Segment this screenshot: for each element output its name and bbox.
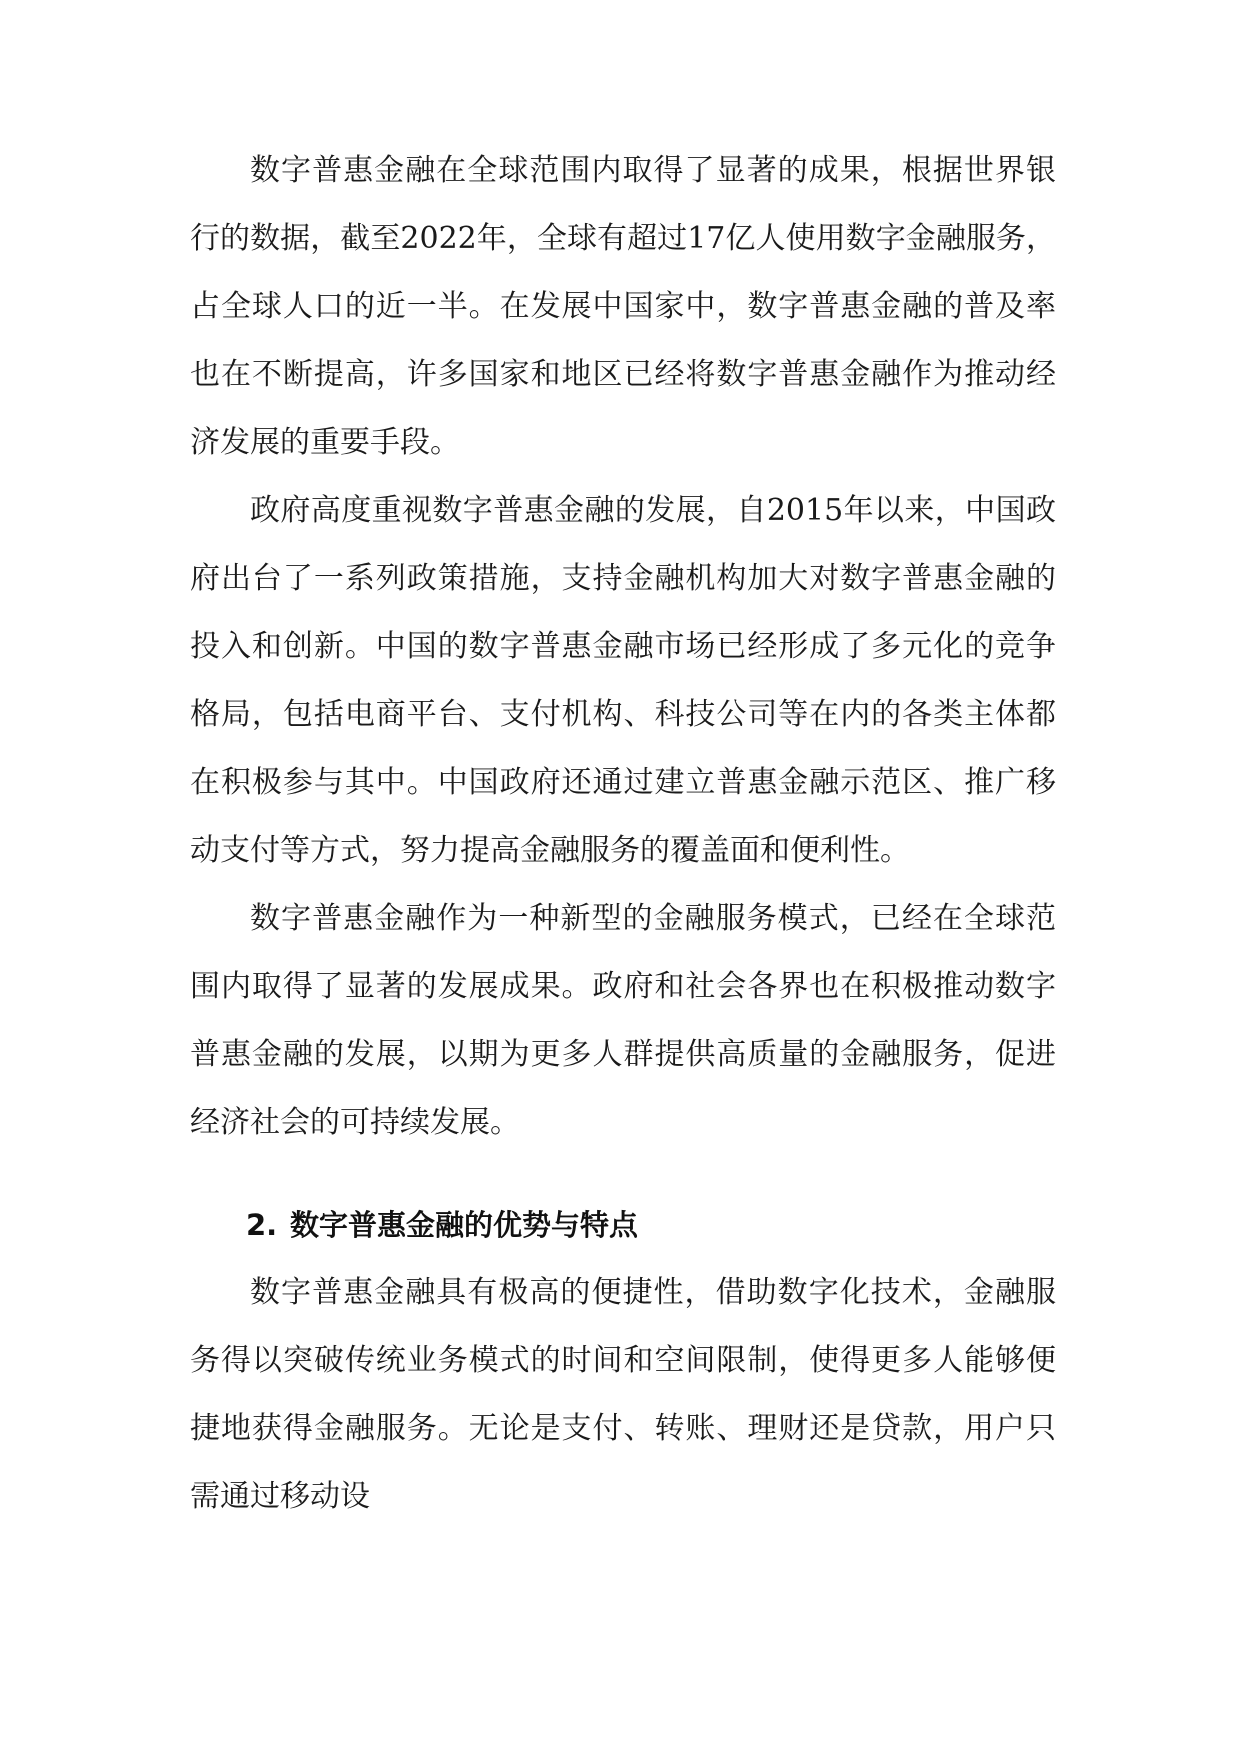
section-number: 2. xyxy=(246,1208,278,1242)
paragraph-convenience: 数字普惠金融具有极高的便捷性，借助数字化技术，金融服务得以突破传统业务模式的时间和空间限制，使得更多人能够便捷地获得金融服务。无论是支付、转账、理财还是贷款，用户只需通过移动设 xyxy=(190,1275,1056,1514)
paragraph-government-policy: 政府高度重视数字普惠金融的发展，自2015年以来，中国政府出台了一系列政策措施，支持金融机构加大对数字普惠金融的投入和创新。中国的数字普惠金融市场已经形成了多元化的竞争格局，包括电商平台、支付机构、科技公司等在内的各类主体都在积极参与其中。中国政府还通过建立普惠金融示范区、推广移动支付等方式，努力提高金融服务的覆盖面和便利性。 xyxy=(190,493,1056,868)
paragraph-global-results: 数字普惠金融在全球范围内取得了显著的成果，根据世界银行的数据，截至2022年，全球有超过17亿人使用数字金融服务，占全球人口的近一半。在发展中国家中，数字普惠金融的普及率也在不断提高，许多国家和地区已经将数字普惠金融作为推动经济发展的重要手段。 xyxy=(190,153,1056,460)
document-body xyxy=(190,137,1056,1531)
section-heading xyxy=(190,1191,1056,1259)
paragraph-development-summary: 数字普惠金融作为一种新型的金融服务模式，已经在全球范围内取得了显著的发展成果。政府和社会各界也在积极推动数字普惠金融的发展，以期为更多人群提供高质量的金融服务，促进经济社会的可持续发展。 xyxy=(190,901,1056,1140)
section-title: 数字普惠金融的优势与特点 xyxy=(290,1208,639,1242)
